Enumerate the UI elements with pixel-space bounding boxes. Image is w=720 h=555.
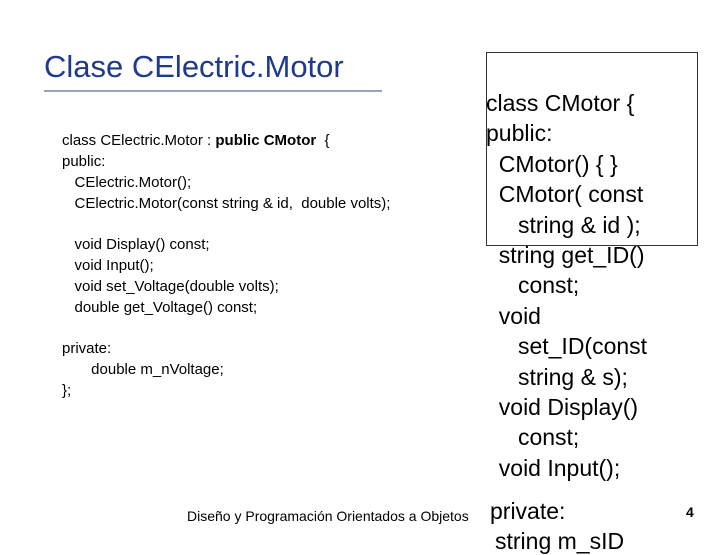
default-constructor-line: CElectric.Motor(); [62, 174, 192, 191]
base-class-line-10: string & s); [486, 363, 628, 390]
base-class-line-12: const; [486, 424, 580, 451]
method-display-line: void Display() const; [62, 236, 210, 253]
base-class-line-2: public: [486, 120, 553, 147]
base-class-line-3: CMotor() { } [486, 150, 618, 177]
class-decl-prefix: class CElectric.Motor : [62, 132, 216, 149]
title-underline [44, 90, 382, 92]
base-class-code [486, 88, 647, 483]
base-class-line-1: class CMotor { [486, 90, 635, 116]
base-class-line-6: string get_ID() [486, 241, 645, 268]
derived-class-code [62, 130, 390, 401]
member-voltage-line: double m_nVoltage; [62, 361, 224, 378]
base-class-line-5: string & id ); [486, 211, 641, 238]
method-set-voltage-line: void set_Voltage(double volts); [62, 278, 279, 295]
method-get-voltage-line: double get_Voltage() const; [62, 299, 258, 316]
base-class-line-11: void Display() [486, 393, 639, 420]
base-class-line-13: void Input(); [486, 454, 621, 481]
code-spacer [62, 214, 390, 234]
closing-brace: }; [62, 382, 72, 399]
base-class-line-4: CMotor( const [486, 181, 644, 208]
class-decl-suffix: { [316, 132, 330, 149]
public-label: public: [62, 153, 106, 170]
private-label: private: [62, 340, 112, 357]
slide-title: Clase CElectric.Motor [44, 49, 344, 84]
footer-text: Diseño y Programación Orientados a Objetos [187, 508, 469, 524]
method-input-line: void Input(); [62, 257, 154, 274]
base-class-line-7: const; [486, 272, 580, 299]
base-class-line-9: set_ID(const [486, 333, 648, 360]
base-class-bold: public CMotor [215, 132, 317, 149]
code-spacer [62, 318, 390, 338]
class-declaration-line [62, 130, 390, 151]
page-number: 4 [686, 504, 694, 520]
base-class-line-8: void [486, 302, 541, 329]
base-class-line-15: string m_sID [495, 528, 625, 554]
param-constructor-line: CElectric.Motor(const string & id, double volts); [62, 195, 391, 212]
base-class-line-14: private: [490, 498, 566, 524]
